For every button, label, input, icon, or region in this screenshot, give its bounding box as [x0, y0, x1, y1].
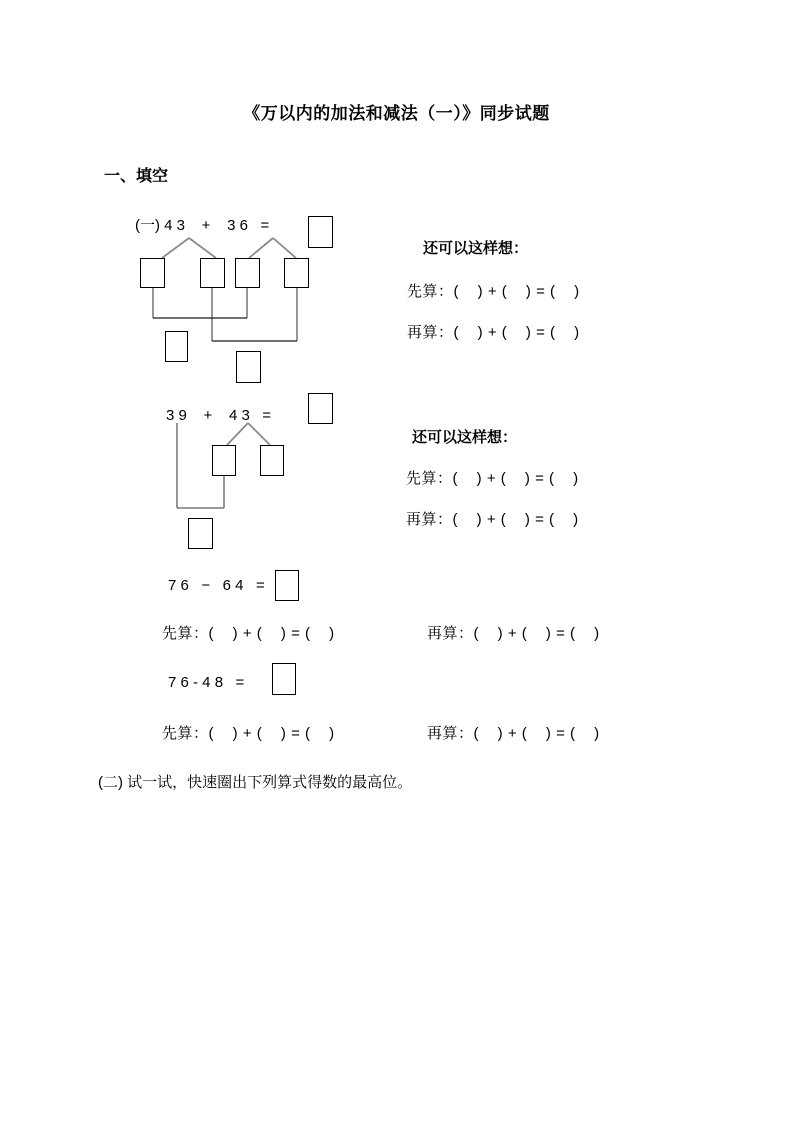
section-two-heading: (二) 试一试，快速圈出下列算式得数的最高位。: [98, 774, 413, 791]
bond-branch-line: [227, 423, 248, 445]
answer-box-q1-part4[interactable]: [284, 258, 309, 288]
second-step-line-1: 再算：( ) + ( ) = ( ): [407, 324, 580, 341]
answer-box-q1-part1[interactable]: [140, 258, 165, 288]
hint-heading-1: 还可以这样想：: [423, 240, 529, 257]
second-step-line-2: 再算：( ) + ( ) = ( ): [406, 511, 579, 528]
bond-branch-line: [189, 238, 216, 258]
hint-heading-2: 还可以这样想：: [412, 429, 518, 446]
first-step-line-2: 先算：( ) + ( ) = ( ): [406, 470, 579, 487]
equation-q2: 3 9 + 4 3 =: [166, 407, 272, 424]
answer-box-q1-sum2[interactable]: [236, 351, 261, 383]
second-step-line-4: 再算：( ) + ( ) = ( ): [427, 725, 600, 742]
second-step-line-3: 再算：( ) + ( ) = ( ): [427, 625, 600, 642]
answer-box-q1-part3[interactable]: [235, 258, 260, 288]
equation-q1: (一) 4 3 + 3 6 =: [135, 217, 270, 234]
equation-q4: 7 6 - 4 8 =: [168, 674, 245, 691]
answer-box-q2-sum[interactable]: [188, 518, 213, 549]
answer-box-q1-sum1[interactable]: [165, 331, 188, 362]
page-title: 《万以内的加法和减法（一）》同步试题: [243, 104, 550, 123]
answer-box-q1-part2[interactable]: [200, 258, 225, 288]
bond-branch-line: [249, 238, 273, 258]
bond-branch-line: [248, 423, 270, 445]
bond-branch-line: [273, 238, 296, 258]
first-step-line-3: 先算：( ) + ( ) = ( ): [162, 625, 335, 642]
answer-box-q4-result[interactable]: [272, 663, 296, 695]
equation-q3: 7 6 − 6 4 =: [168, 577, 265, 594]
answer-box-q2-part2[interactable]: [260, 445, 284, 476]
section-one-heading: 一、填空: [104, 168, 169, 185]
answer-box-q2-result[interactable]: [308, 393, 333, 424]
answer-box-q1-result[interactable]: [308, 216, 333, 248]
answer-box-q2-part1[interactable]: [212, 445, 236, 476]
answer-box-q3-result[interactable]: [275, 570, 299, 601]
first-step-line-4: 先算：( ) + ( ) = ( ): [162, 725, 335, 742]
first-step-line-1: 先算：( ) + ( ) = ( ): [407, 283, 580, 300]
bond-branch-line: [162, 238, 189, 258]
